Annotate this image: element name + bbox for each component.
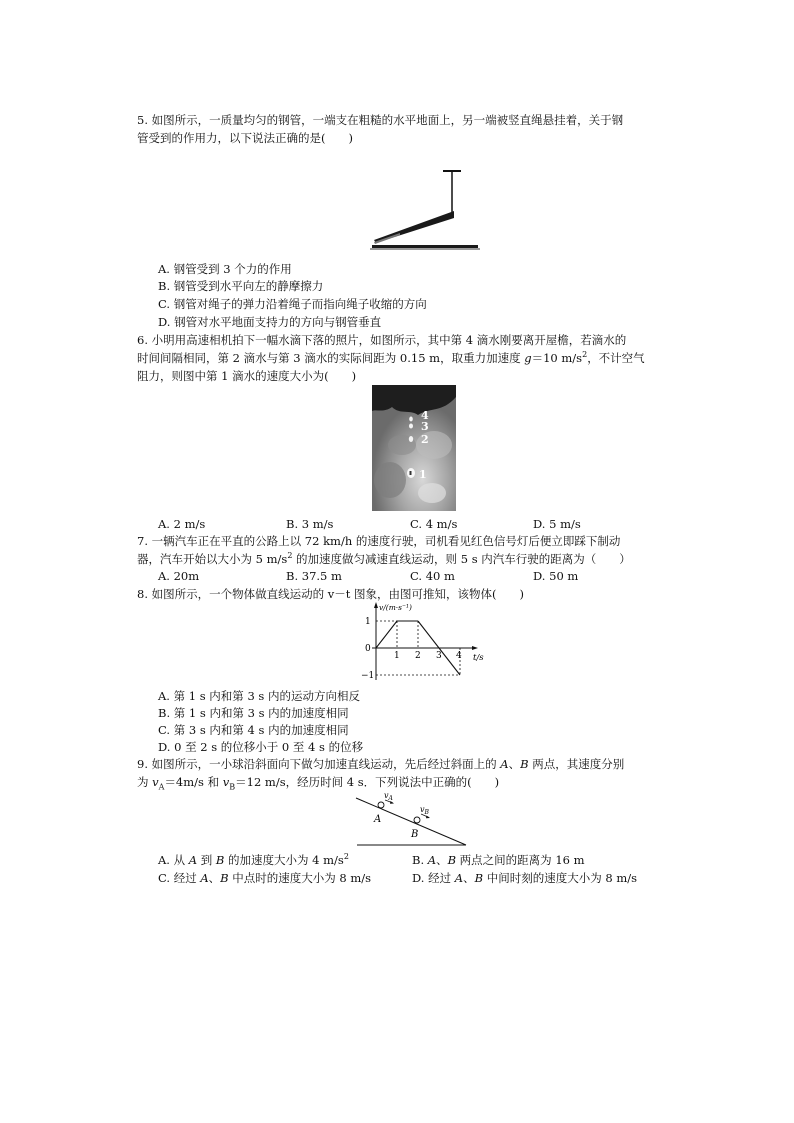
q8-x-tick-4: 4 bbox=[456, 651, 462, 661]
q8-y-tick-neg1: −1 bbox=[361, 671, 375, 681]
q5-steel-pipe-figure bbox=[370, 168, 482, 254]
q9-option-a: A. 从 A 到 B 的加速度大小为 4 $m/s^2$ bbox=[158, 852, 349, 867]
q9-stem-line1: 9. 如图所示，一小球沿斜面向下做匀加速直线运动，先后经过斜面上的 A、B 两点，其速度分别 bbox=[137, 757, 625, 771]
q9-option-d: D. 经过 A、B 中间时刻的速度大小为 8 m/s bbox=[412, 871, 638, 885]
q8-option-b: B. 第 1 s 内和第 3 s 内的加速度相同 bbox=[158, 706, 349, 720]
q6-drop-label-4: 4 bbox=[421, 409, 429, 422]
q6-stem-line1: 6. 小明用高速相机拍下一幅水滴下落的照片，如图所示，其中第 4 滴水刚要离开屋檐，若滴水的 bbox=[137, 333, 627, 347]
q5-option-c: C. 钢管对绳子的弹力沿着绳子而指向绳子收缩的方向 bbox=[158, 297, 427, 311]
q7-option-a: A. 20m bbox=[158, 569, 200, 583]
q5-option-b: B. 钢管受到水平向左的静摩擦力 bbox=[158, 279, 324, 293]
q6-drop-label-1: 1 bbox=[419, 468, 427, 481]
q8-x-tick-1: 1 bbox=[394, 651, 400, 661]
q7-option-b: B. 37.5 m bbox=[286, 569, 342, 583]
q8-vt-graph bbox=[356, 600, 490, 682]
q8-graph-segment bbox=[376, 621, 397, 648]
q6-stem-line3: 阻力，则图中第 1 滴水的速度大小为( ) bbox=[137, 369, 357, 383]
q7-option-c: C. 40 m bbox=[410, 569, 455, 583]
q9-stem-line2: 为 $v_A=4m/s$ 和 $v_B=12$ m/s，经历时间 4 s．下列说法中正确的( ) bbox=[137, 775, 500, 792]
q9-fig-label-b: B bbox=[411, 829, 419, 840]
q8-y-tick-1: 1 bbox=[365, 617, 371, 627]
q6-option-a: A. 2 m/s bbox=[158, 517, 206, 531]
q5-option-d: D. 钢管对水平地面支持力的方向与钢管垂直 bbox=[158, 315, 382, 329]
q8-x-axis-label: t/s bbox=[473, 653, 484, 663]
q8-graph-segment bbox=[418, 621, 439, 648]
q6-drop-label-2: 2 bbox=[421, 433, 429, 446]
q9-option-b: B. A、B 两点之间的距离为 16 m bbox=[412, 853, 585, 867]
q9-fig-va: $v_A$ bbox=[384, 792, 393, 802]
q5-stem-line1: 5. 如图所示，一质量均匀的钢管，一端支在粗糙的水平地面上，另一端被竖直绳悬挂着，关于钢 bbox=[137, 113, 624, 127]
q8-x-tick-2: 2 bbox=[415, 651, 421, 661]
q6-option-c: C. 4 m/s bbox=[410, 517, 458, 531]
q8-stem: 8. 如图所示，一个物体做直线运动的 v－t 图象，由图可推知，该物体( ) bbox=[137, 587, 525, 601]
q6-stem-line2: 时间间隔相同，第 2 滴水与第 3 滴水的实际间距为 0.15 m，取重力加速度 g＝10 $m/s^2$，不计空气 bbox=[137, 350, 645, 365]
q8-option-a: A. 第 1 s 内和第 3 s 内的运动方向相反 bbox=[158, 689, 360, 703]
q6-option-d: D. 5 m/s bbox=[533, 517, 581, 531]
q5-stem-line2: 管受到的作用力，以下说法正确的是( ) bbox=[137, 131, 353, 145]
q8-x-tick-3: 3 bbox=[436, 651, 442, 661]
q8-y-axis-label: v/(m·s⁻¹) bbox=[379, 603, 412, 612]
q7-stem-line2: 器，汽车开始以大小为 5 $m/s^2$ 的加速度做匀减速直线运动，则 5 s 内汽车行驶的距离为（ ） bbox=[137, 551, 631, 566]
q5-option-a: A. 钢管受到 3 个力的作用 bbox=[158, 262, 292, 276]
q9-incline-figure bbox=[350, 792, 476, 852]
q7-option-d: D. 50 m bbox=[533, 569, 579, 583]
q9-fig-vb: $v_B$ bbox=[420, 805, 429, 816]
q9-fig-label-a: A bbox=[374, 814, 382, 825]
q9-option-c: C. 经过 A、B 中点时的速度大小为 8 m/s bbox=[158, 871, 372, 885]
q8-y-tick-0: 0 bbox=[365, 644, 371, 654]
q6-water-drop-photo bbox=[372, 385, 456, 511]
q8-option-d: D. 0 至 2 s 的位移小于 0 至 4 s 的位移 bbox=[158, 740, 364, 754]
q8-option-c: C. 第 3 s 内和第 4 s 内的加速度相同 bbox=[158, 723, 349, 737]
q6-option-b: B. 3 m/s bbox=[286, 517, 334, 531]
q7-stem-line1: 7. 一辆汽车正在平直的公路上以 72 km/h 的速度行驶，司机看见红色信号灯后便立即踩下制动 bbox=[137, 534, 621, 548]
q6-drop-label-3: 3 bbox=[421, 420, 429, 433]
